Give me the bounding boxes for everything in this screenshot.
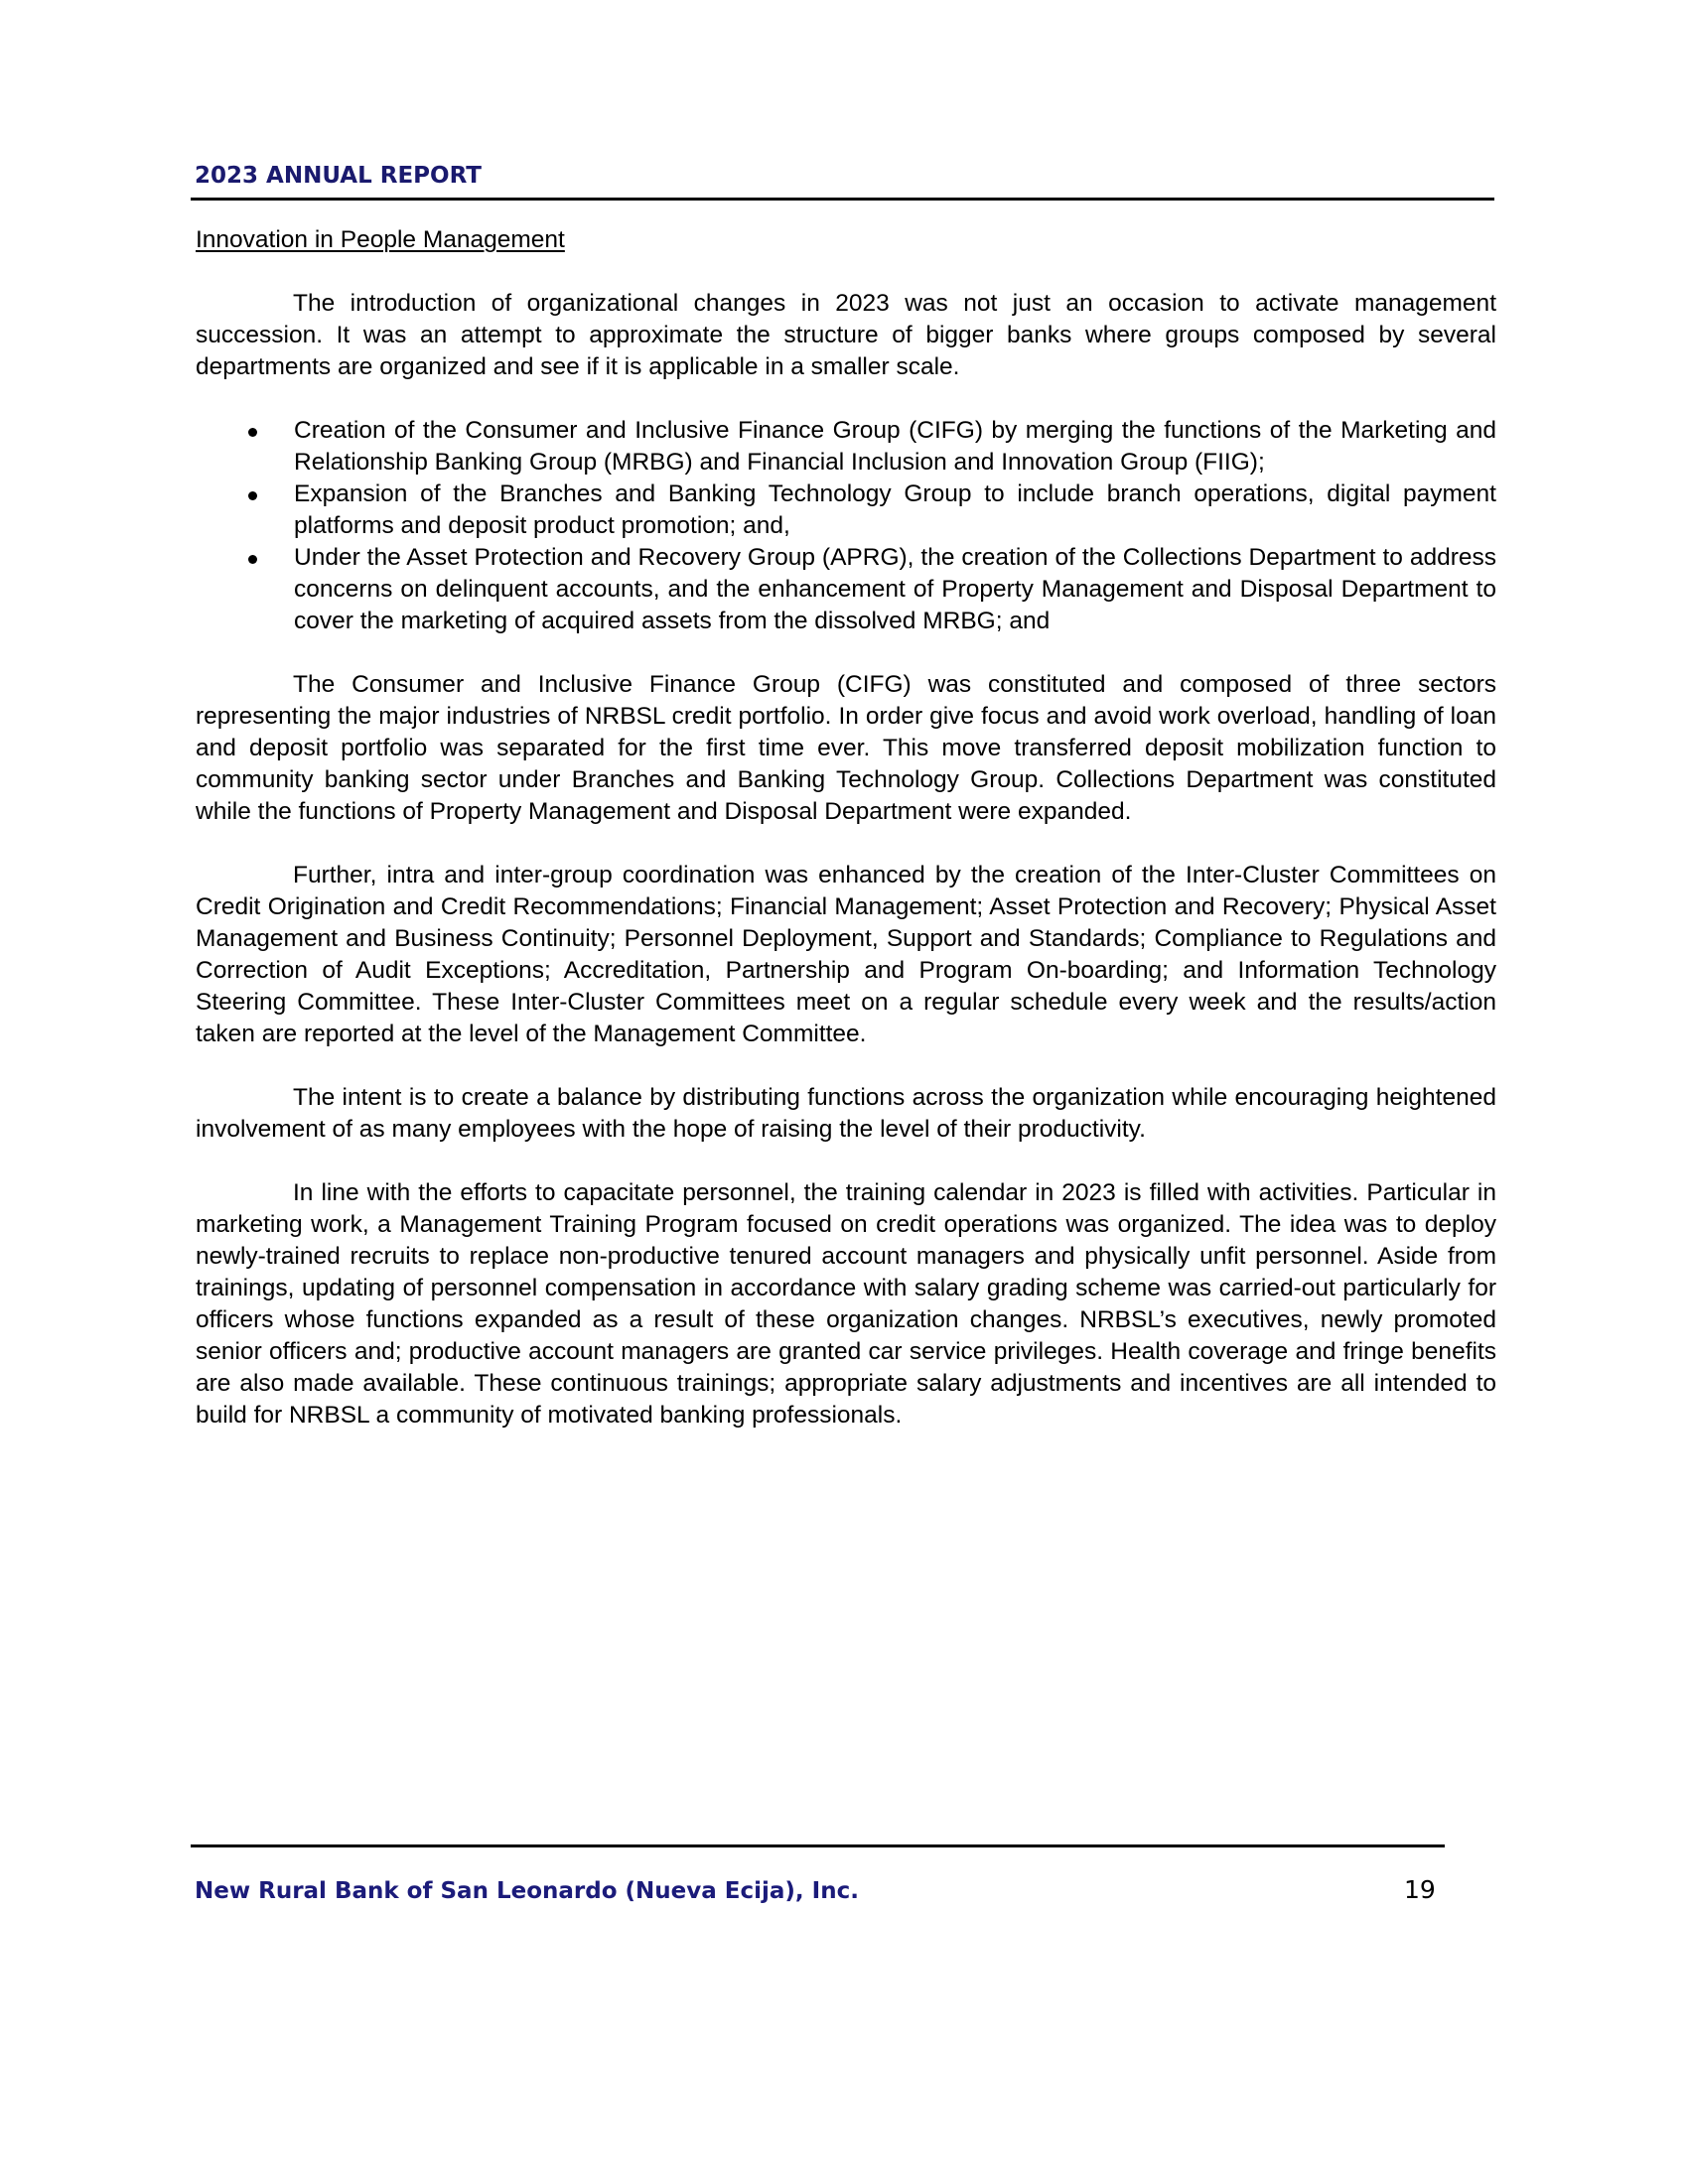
bullet-item <box>196 542 1496 637</box>
bullet-text: Expansion of the Branches and Banking Technology Group to include branch operations, digital payment platforms and deposit product promotion; and, <box>294 480 1496 539</box>
header-divider <box>191 198 1494 201</box>
bullet-icon <box>248 542 258 574</box>
paragraph-intent: The intent is to create a balance by distributing functions across the organization while encouraging heightened involvement of as many employees with the hope of raising the level of their productivity. <box>196 1084 1496 1143</box>
paragraph-intro: The introduction of organizational changes in 2023 was not just an occasion to activate management succession. It was an attempt to approximate the structure of bigger banks where groups composed by several departments are organized and see if it is applicable in a smaller scale. <box>196 290 1496 380</box>
page-number: 19 <box>1404 1875 1436 1904</box>
bullet-item <box>196 478 1496 542</box>
page-content <box>196 224 1496 1463</box>
bullet-item <box>196 415 1496 478</box>
paragraph-cifg: The Consumer and Inclusive Finance Group (CIFG) was constituted and composed of three sectors representing the major industries of NRBSL credit portfolio. In order give focus and avoid work overload, handling of loan and deposit portfolio was separated for the first time ever. This move transferred deposit mobilization function to community banking sector under Branches and Banking Technology Group. Collections Department was constituted while the functions of Property Management and Disposal Department were expanded. <box>196 671 1496 825</box>
report-header-title: 2023 ANNUAL REPORT <box>195 163 482 189</box>
footer-divider <box>191 1844 1445 1847</box>
bullet-text: Under the Asset Protection and Recovery Group (APRG), the creation of the Collections Department to address concerns on delinquent accounts, and the enhancement of Property Management and Disposal Department to cover the marketing of acquired assets from the dissolved MRBG; and <box>294 544 1496 634</box>
bullet-icon <box>248 415 258 447</box>
bullet-icon <box>248 478 258 510</box>
paragraph-training: In line with the efforts to capacitate personnel, the training calendar in 2023 is filled with activities. Particular in marketing work, a Management Training Program focused on credit operations was organized. The idea was to deploy newly-trained recruits to replace non-productive tenured account managers and physically unfit personnel. Aside from trainings, updating of personnel compensation in accordance with salary grading scheme was carried-out particularly for officers whose functions expanded as a result of these organization changes. NRBSL’s executives, newly promoted senior officers and; productive account managers are granted car service privileges. Health coverage and fringe benefits are also made available. These continuous trainings; appropriate salary adjustments and incentives are all intended to build for NRBSL a community of motivated banking professionals. <box>196 1179 1496 1429</box>
paragraph-inter-cluster: Further, intra and inter-group coordination was enhanced by the creation of the Inter-Cluster Committees on Credit Origination and Credit Recommendations; Financial Management; Asset Protection and Recovery; Physical Asset Management and Business Continuity; Personnel Deployment, Support and Standards; Compliance to Regulations and Correction of Audit Exceptions; Accreditation, Partnership and Program On-boarding; and Information Technology Steering Committee. These Inter-Cluster Committees meet on a regular schedule every week and the results/action taken are reported at the level of the Management Committee. <box>196 862 1496 1047</box>
section-title: Innovation in People Management <box>196 226 565 253</box>
footer-organization-name: New Rural Bank of San Leonardo (Nueva Ecija), Inc. <box>195 1878 859 1904</box>
changes-bullet-list <box>196 415 1496 637</box>
bullet-text: Creation of the Consumer and Inclusive Finance Group (CIFG) by merging the functions of the Marketing and Relationship Banking Group (MRBG) and Financial Inclusion and Innovation Group (FIIG); <box>294 417 1496 476</box>
